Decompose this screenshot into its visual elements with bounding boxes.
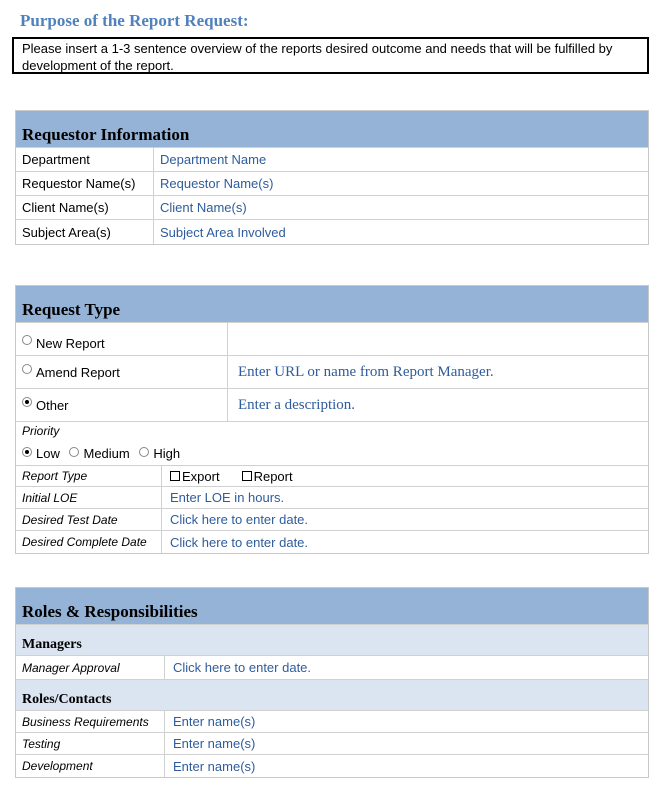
requestor-header [16, 111, 648, 148]
requestor-section [15, 110, 649, 245]
checkbox-report-icon[interactable] [242, 471, 252, 481]
request-type-section [15, 285, 649, 554]
business-req-field[interactable]: Enter name(s) [173, 714, 256, 729]
priority-high-label: High [153, 446, 181, 461]
complete-date-row [16, 531, 648, 553]
amend-url-field[interactable]: Enter URL or name from Report Manager. [238, 363, 494, 380]
report-type-export[interactable] [170, 469, 220, 484]
contacts-heading: Roles/Contacts [22, 692, 112, 707]
priority-medium-label: Medium [83, 446, 130, 461]
report-label: Report [253, 468, 293, 484]
requestor-name-field[interactable]: Requestor Name(s) [160, 176, 274, 191]
requestor-heading: Requestor Information [22, 125, 190, 144]
roles-section [15, 587, 649, 778]
priority-label: Priority [22, 424, 60, 438]
initial-loe-row [16, 487, 648, 509]
report-type-options [162, 466, 648, 486]
subject-area-field[interactable]: Subject Area Involved [160, 224, 286, 240]
testing-label: Testing [16, 733, 165, 754]
complete-date-label: Desired Complete Date [16, 531, 162, 553]
manager-approval-label: Manager Approval [16, 656, 165, 679]
option-row-amend [16, 356, 648, 389]
test-date-field[interactable]: Click here to enter date. [170, 512, 309, 527]
manager-approval-field[interactable]: Click here to enter date. [173, 660, 312, 675]
managers-subheader [16, 625, 648, 656]
radio-amend-report-icon[interactable] [22, 364, 32, 374]
radio-low-icon[interactable] [22, 447, 32, 457]
radio-new-report-icon[interactable] [22, 335, 32, 345]
development-row [16, 755, 648, 777]
other-description-field[interactable]: Enter a description. [238, 396, 356, 413]
option-row-other [16, 389, 648, 422]
report-type-row [16, 466, 648, 487]
initial-loe-field[interactable]: Enter LOE in hours. [170, 490, 285, 505]
subject-area-label: Subject Area(s) [16, 220, 154, 244]
priority-medium[interactable] [69, 446, 129, 461]
report-type-report[interactable] [242, 469, 293, 484]
purpose-title: Purpose of the Report Request: [20, 11, 249, 30]
department-label: Department [16, 148, 154, 171]
client-name-field[interactable]: Client Name(s) [160, 200, 247, 215]
development-label: Development [16, 755, 165, 777]
export-label: Export [182, 468, 220, 484]
option-other[interactable] [16, 389, 228, 421]
requestor-row-requestor [16, 172, 648, 196]
option-amend-report[interactable] [16, 356, 228, 388]
test-date-label: Desired Test Date [16, 509, 162, 530]
checkbox-export-icon[interactable] [170, 471, 180, 481]
roles-heading: Roles & Responsibilities [22, 602, 198, 621]
business-req-row [16, 711, 648, 733]
managers-heading: Managers [22, 637, 82, 652]
option-amend-report-label: Amend Report [36, 364, 120, 380]
test-date-row [16, 509, 648, 531]
complete-date-field[interactable]: Click here to enter date. [170, 534, 309, 550]
testing-field[interactable]: Enter name(s) [173, 736, 256, 751]
testing-row [16, 733, 648, 755]
option-new-report-label: New Report [36, 335, 105, 351]
option-new-report[interactable] [16, 323, 228, 355]
client-name-label: Client Name(s) [16, 196, 154, 219]
option-other-label: Other [36, 397, 69, 413]
request-type-header [16, 286, 648, 323]
option-row-new [16, 323, 648, 356]
roles-header [16, 588, 648, 625]
department-field[interactable]: Department Name [160, 152, 267, 167]
development-field[interactable]: Enter name(s) [173, 758, 256, 774]
requestor-name-label: Requestor Name(s) [16, 172, 154, 195]
contacts-subheader [16, 680, 648, 711]
priority-options [22, 446, 180, 461]
radio-medium-icon[interactable] [69, 447, 79, 457]
requestor-row-client [16, 196, 648, 220]
priority-low[interactable] [22, 446, 60, 461]
purpose-text-box[interactable]: Please insert a 1-3 sentence overview of the reports desired outcome and needs that will be fulfilled by development of the report. [12, 37, 649, 74]
requestor-row-subject [16, 220, 648, 244]
radio-other-icon[interactable] [22, 397, 32, 407]
request-type-heading: Request Type [22, 300, 121, 319]
initial-loe-label: Initial LOE [16, 487, 162, 508]
option-new-detail[interactable] [228, 323, 648, 355]
manager-approval-row [16, 656, 648, 680]
report-type-label: Report Type [16, 466, 162, 486]
requestor-row-department [16, 148, 648, 172]
business-req-label: Business Requirements [16, 711, 165, 732]
radio-high-icon[interactable] [139, 447, 149, 457]
priority-low-label: Low [36, 446, 60, 461]
priority-high[interactable] [139, 446, 180, 461]
priority-block [16, 422, 648, 466]
